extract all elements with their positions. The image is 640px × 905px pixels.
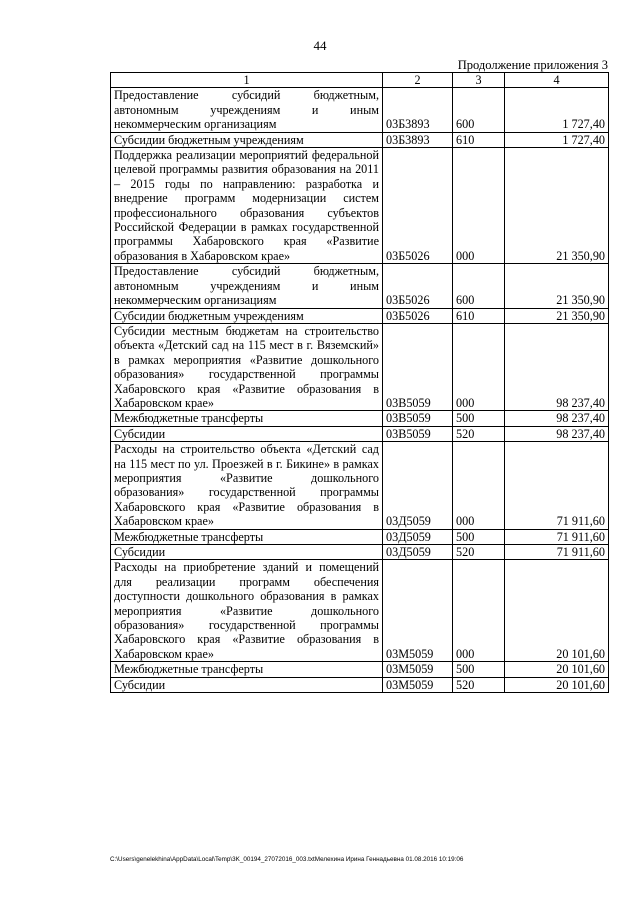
item-name: Субсидии: [111, 677, 383, 692]
item-code: 03Д5059: [383, 529, 453, 544]
item-amount: 1 727,40: [505, 88, 609, 132]
item-name: Субсидии бюджетным учреждениям: [111, 132, 383, 147]
table-row: [111, 426, 609, 441]
item-code: 03В5059: [383, 411, 453, 426]
item-amount: 98 237,40: [505, 323, 609, 410]
item-code: 03В5059: [383, 426, 453, 441]
item-name: Предоставление субсидий бюджетным, автономным учреждениям и иным некоммерческим организациям: [111, 88, 383, 132]
item-type: 500: [453, 529, 505, 544]
item-name: Межбюджетные трансферты: [111, 411, 383, 426]
item-type: 520: [453, 545, 505, 560]
item-code: 03М5059: [383, 662, 453, 677]
item-amount: 20 101,60: [505, 662, 609, 677]
item-type: 000: [453, 148, 505, 264]
item-amount: 98 237,40: [505, 426, 609, 441]
item-amount: 21 350,90: [505, 264, 609, 308]
item-name: Субсидии бюджетным учреждениям: [111, 308, 383, 323]
item-type: 000: [453, 560, 505, 662]
item-name: Расходы на приобретение зданий и помещений для реализации программ обеспечения доступности дошкольного образования в рамках мероприятия «Развитие дошкольного образования» государственной программы Хабаровского края «Развитие образования в Хабаровском крае»: [111, 560, 383, 662]
item-name: Поддержка реализации мероприятий федеральной целевой программы развития образования на 2011 – 2015 годы по направлению: разработка и внедрение программ модернизации систем профессионального образования субъектов Российской Федерации в рамках государственной программы Хабаровского края «Развитие образования в Хабаровском крае»: [111, 148, 383, 264]
table-row: [111, 411, 609, 426]
item-type: 000: [453, 442, 505, 529]
table-row: [111, 264, 609, 308]
table-row: [111, 323, 609, 410]
item-type: 610: [453, 308, 505, 323]
table-row: [111, 529, 609, 544]
item-type: 600: [453, 264, 505, 308]
item-amount: 71 911,60: [505, 442, 609, 529]
item-amount: 20 101,60: [505, 560, 609, 662]
item-type: 000: [453, 323, 505, 410]
item-code: 03Б5026: [383, 148, 453, 264]
table-row: [111, 308, 609, 323]
item-code: 03Б3893: [383, 132, 453, 147]
item-type: 610: [453, 132, 505, 147]
column-header-2: 2: [383, 73, 453, 88]
item-name: Межбюджетные трансферты: [111, 662, 383, 677]
item-name: Субсидии местным бюджетам на строительство объекта «Детский сад на 115 мест в г. Вяземский» в рамках мероприятия «Развитие дошкольного образования» государственной программы Хабаровского края «Развитие образования в Хабаровском крае»: [111, 323, 383, 410]
item-name: Межбюджетные трансферты: [111, 529, 383, 544]
continuation-note: Продолжение приложения 3: [457, 58, 608, 72]
item-name: Субсидии: [111, 426, 383, 441]
page-number: 44: [313, 38, 327, 53]
table-row: [111, 677, 609, 692]
item-name: Субсидии: [111, 545, 383, 560]
column-header-1: 1: [111, 73, 383, 88]
item-name: Расходы на строительство объекта «Детский сад на 115 мест по ул. Проезжей в г. Бикине» в рамках мероприятия «Развитие дошкольного образования» государственной программы Хабаровского края «Развитие образования в Хабаровском крае»: [111, 442, 383, 529]
item-code: 03М5059: [383, 560, 453, 662]
document-footer-path: C:\Users\genelekhina\AppData\Local\Temp\3K_00194_27072016_003.txtМелехина Ирина Геннадьевна 01.08.2016 10:19:06: [110, 856, 464, 863]
column-header-4: 4: [505, 73, 609, 88]
table-row: [111, 442, 609, 529]
item-amount: 1 727,40: [505, 132, 609, 147]
table-row: [111, 545, 609, 560]
column-header-3: 3: [453, 73, 505, 88]
item-amount: 71 911,60: [505, 529, 609, 544]
item-type: 520: [453, 677, 505, 692]
item-name: Предоставление субсидий бюджетным, автономным учреждениям и иным некоммерческим организациям: [111, 264, 383, 308]
item-code: 03В5059: [383, 323, 453, 410]
table-row: [111, 132, 609, 147]
item-amount: 98 237,40: [505, 411, 609, 426]
item-code: 03Д5059: [383, 442, 453, 529]
item-code: 03М5059: [383, 677, 453, 692]
table-row: [111, 148, 609, 264]
item-type: 500: [453, 411, 505, 426]
table-row: [111, 662, 609, 677]
item-code: 03Д5059: [383, 545, 453, 560]
item-type: 520: [453, 426, 505, 441]
item-type: 600: [453, 88, 505, 132]
table-header-row: [111, 73, 609, 88]
item-code: 03Б5026: [383, 264, 453, 308]
item-code: 03Б5026: [383, 308, 453, 323]
item-amount: 21 350,90: [505, 148, 609, 264]
item-type: 500: [453, 662, 505, 677]
item-amount: 20 101,60: [505, 677, 609, 692]
item-amount: 21 350,90: [505, 308, 609, 323]
table-row: [111, 560, 609, 662]
item-amount: 71 911,60: [505, 545, 609, 560]
table-row: [111, 88, 609, 132]
budget-table: [110, 72, 609, 693]
item-code: 03Б3893: [383, 88, 453, 132]
